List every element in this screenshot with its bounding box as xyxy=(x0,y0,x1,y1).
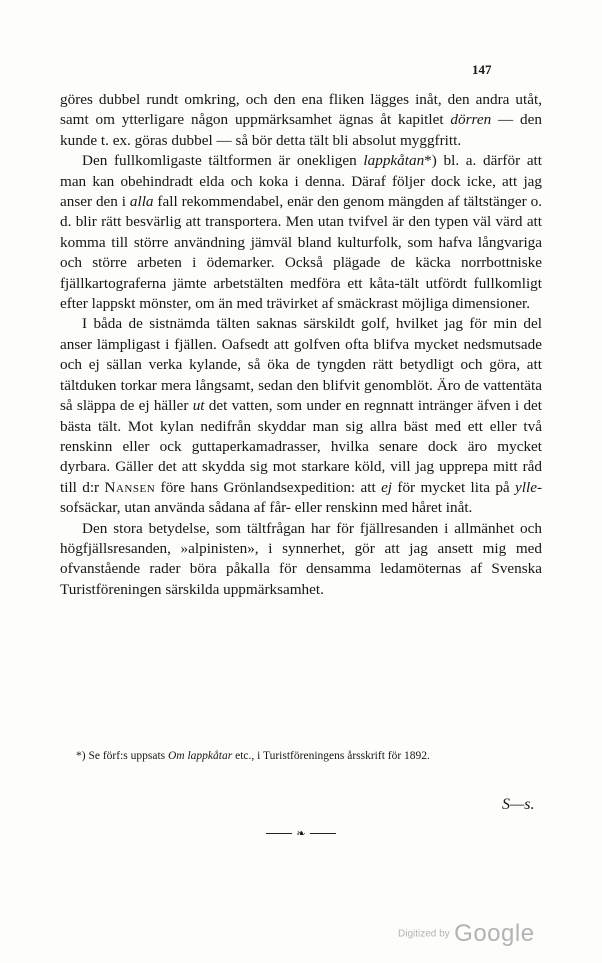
text-run: Den stora betydelse, som tältfrågan har för fjällresanden i allmänhet och högfjällsresanden, »alpinisten», i synnerhet, gör att jag ansett mig med ofvanstående rader böra påkalla för densamma ledamöternas af Svenska Turistföreningen särskilda uppmärksamhet. xyxy=(60,519,542,598)
text-run: fall rekommendabel, enär den genom mängden af tältstänger o. d. blir rätt besvärlig att transportera. Men utan tvifvel är den typen väl värd att komma till större användning jämväl bland kulturfolk, som hafva långvariga och större arbeten i ödemarker. Också plägade de käcka norrbottniske fjällkartograferna jämte arbetstälten medföra ett kåta-tält utfördt fullkomligt efter lappskt mönster, om än med trävirket af smäckrast möjliga dimensioner. xyxy=(60,193,542,313)
end-ornament xyxy=(0,826,602,840)
text-run: Den fullkomligaste tältformen är onekligen xyxy=(82,152,364,170)
footnote xyxy=(60,748,542,764)
paragraph xyxy=(60,314,542,518)
text-run: *) bl. a. därför att man kan obehindradt elda och koka i denna. Däraf följer dock icke, att jag anser den i xyxy=(60,152,542,211)
body-text xyxy=(60,90,542,600)
text-run: det vatten, som under en regnnatt intränger äfven i det bästa tält. Mot kylan nedifrån skyddar man sig allra bäst med ett eller två renskinn eller ock guttaperkamadrasser, hvilka senare dock äro mycket dyrbara. Gäller det att skydda sig mot starkare köld, vill jag upprepa mitt råd till d:r xyxy=(60,397,542,496)
emphasis-text: dörren xyxy=(450,111,492,129)
footnote-text xyxy=(60,748,542,764)
emphasis-text: Om lappkåtar xyxy=(168,750,233,762)
paragraph xyxy=(60,90,542,151)
small-caps-name: Nansen xyxy=(104,478,156,496)
watermark-brand: Google xyxy=(454,920,535,947)
fleuron-icon: ❧ xyxy=(296,827,306,840)
text-run: för mycket lita på xyxy=(392,478,516,496)
emphasis-text: ylle xyxy=(515,478,537,496)
ornament-rule-right xyxy=(310,833,336,834)
emphasis-text: ej xyxy=(381,478,393,496)
paragraph xyxy=(60,519,542,601)
digitization-watermark xyxy=(398,920,535,948)
author-signature: S—s. xyxy=(502,796,535,813)
text-run: I båda de sistnämda tälten saknas särskildt golf, hvilket jag för min del anser lämpligast i fjällen. Oafsedt att golfven ofta blifva mycket nedsmutsade och ej sällan verka kylande, så öka de tyngden rätt betydligt och göra, att tältduken torkar mera långsamt, sedan den blifvit genomblöt. Äro de vattentäta så släppa de ej häller xyxy=(60,315,542,415)
text-run: -sofsäckar, utan använda sådana af får- eller renskinn med håret inåt. xyxy=(60,478,543,517)
watermark-prefix: Digitized by xyxy=(398,928,450,940)
emphasis-text: alla xyxy=(129,193,154,211)
text-run: etc., i Turistföreningens årsskrift för 1892. xyxy=(232,750,430,762)
text-run: — den kunde t. ex. göras dubbel — så bör detta tält bli absolut myggfritt. xyxy=(60,111,542,149)
emphasis-text: lappkåtan xyxy=(363,152,425,170)
paragraph xyxy=(60,151,542,314)
text-run: *) Se förf:s uppsats xyxy=(76,750,168,762)
emphasis-text: ut xyxy=(192,397,205,415)
text-run: göres dubbel rundt omkring, och den ena fliken lägges inåt, den andra utåt, samt om ytterligare någon uppmärksamhet ägnas åt kapitlet xyxy=(60,91,542,129)
text-run: före hans Grönlandsexpedition: att xyxy=(155,478,382,496)
ornament-rule-left xyxy=(266,833,292,834)
page-number: 147 xyxy=(472,62,492,77)
